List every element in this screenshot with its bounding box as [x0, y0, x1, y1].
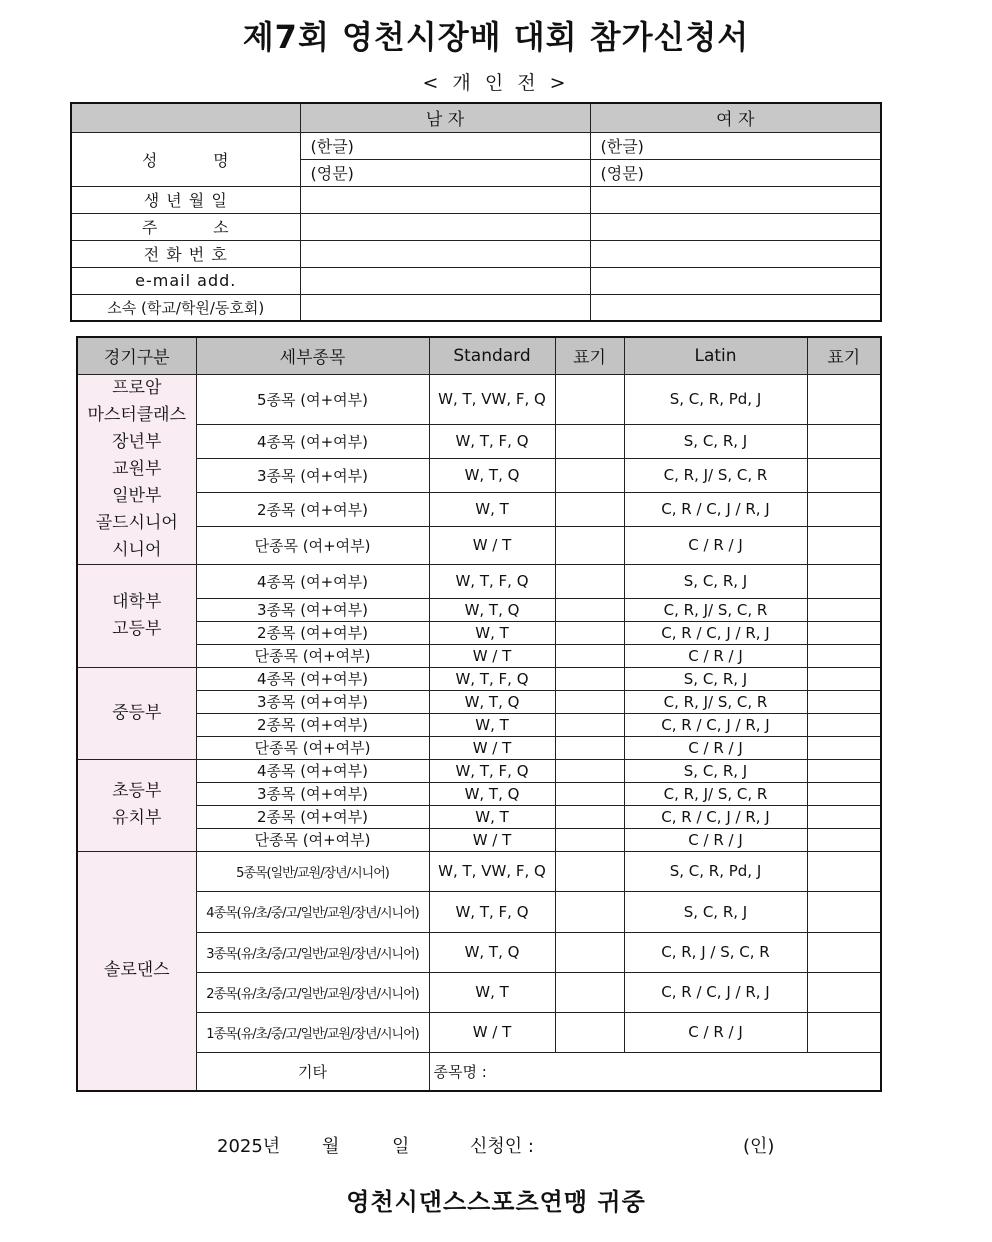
standard-dances: W, T, F, Q: [429, 759, 555, 782]
standard-mark-checkbox[interactable]: [555, 828, 624, 851]
latin-dances: S, C, R, J: [624, 759, 807, 782]
standard-mark-checkbox[interactable]: [555, 458, 624, 492]
info-header-male: 남 자: [300, 103, 590, 132]
event-name: 4종목 (여+여부): [196, 564, 429, 598]
name-label: 성 명: [71, 132, 300, 186]
standard-mark-checkbox[interactable]: [555, 713, 624, 736]
latin-mark-checkbox[interactable]: [807, 424, 881, 458]
latin-dances: C, R, J/ S, C, R: [624, 690, 807, 713]
standard-mark-checkbox[interactable]: [555, 526, 624, 564]
latin-dances: C, R, J/ S, C, R: [624, 458, 807, 492]
female-birthdate-field[interactable]: [590, 186, 881, 213]
standard-mark-checkbox[interactable]: [555, 598, 624, 621]
header-latin: Latin: [624, 337, 807, 374]
latin-mark-checkbox[interactable]: [807, 932, 881, 972]
standard-dances: W, T, Q: [429, 458, 555, 492]
standard-dances: W / T: [429, 644, 555, 667]
event-row: [77, 621, 881, 644]
standard-mark-checkbox[interactable]: [555, 805, 624, 828]
header-latin-mark: 표기: [807, 337, 881, 374]
standard-dances: W, T, F, Q: [429, 891, 555, 932]
event-name: 3종목 (여+여부): [196, 598, 429, 621]
event-name: 3종목 (여+여부): [196, 458, 429, 492]
event-name: 2종목 (여+여부): [196, 621, 429, 644]
info-header-female: 여 자: [590, 103, 881, 132]
event-row: [77, 972, 881, 1012]
email-label: e-mail add.: [71, 267, 300, 294]
event-row: [77, 851, 881, 891]
standard-dances: W, T, VW, F, Q: [429, 851, 555, 891]
latin-dances: C / R / J: [624, 736, 807, 759]
category-name: 초등부: [112, 781, 162, 801]
event-name: 단종목 (여+여부): [196, 828, 429, 851]
standard-dances: W / T: [429, 1012, 555, 1052]
latin-dances: C / R / J: [624, 526, 807, 564]
event-row: [77, 759, 881, 782]
affiliation-row: [71, 294, 881, 321]
document-subtitle: < 개 인 전 >: [422, 72, 570, 94]
standard-mark-checkbox[interactable]: [555, 1012, 624, 1052]
category-cell: [77, 667, 196, 759]
personal-info-table: [70, 102, 882, 322]
standard-dances: W, T, F, Q: [429, 564, 555, 598]
latin-dances: S, C, R, J: [624, 424, 807, 458]
event-name: 3종목 (여+여부): [196, 782, 429, 805]
info-header-blank: [71, 103, 300, 132]
category-name: 교원부: [112, 458, 162, 479]
event-name: 단종목 (여+여부): [196, 526, 429, 564]
latin-dances: S, C, R, J: [624, 564, 807, 598]
category-name: 장년부: [112, 431, 162, 452]
event-row: [77, 828, 881, 851]
latin-dances: C, R / C, J / R, J: [624, 972, 807, 1012]
standard-dances: W, T, VW, F, Q: [429, 374, 555, 424]
signature-day: 일: [392, 1136, 410, 1157]
male-korean-name-field[interactable]: (한글): [300, 132, 590, 159]
birthdate-label: 생 년 월 일: [71, 186, 300, 213]
standard-dances: W, T, Q: [429, 690, 555, 713]
latin-dances: C / R / J: [624, 828, 807, 851]
standard-dances: W, T, F, Q: [429, 667, 555, 690]
latin-mark-checkbox[interactable]: [807, 598, 881, 621]
standard-dances: W, T, Q: [429, 598, 555, 621]
event-row: [77, 932, 881, 972]
event-name: 2종목 (여+여부): [196, 713, 429, 736]
latin-mark-checkbox[interactable]: [807, 690, 881, 713]
latin-dances: C, R / C, J / R, J: [624, 621, 807, 644]
male-birthdate-field[interactable]: [300, 186, 590, 213]
latin-dances: S, C, R, J: [624, 667, 807, 690]
standard-mark-checkbox[interactable]: [555, 891, 624, 932]
standard-dances: W / T: [429, 828, 555, 851]
standard-mark-checkbox[interactable]: [555, 851, 624, 891]
name-korean-row: [71, 132, 881, 159]
latin-dances: C, R / C, J / R, J: [624, 492, 807, 526]
event-name: 1종목(유/초/중/고/일반/교원/장년/시니어): [196, 1012, 429, 1052]
latin-mark-checkbox[interactable]: [807, 851, 881, 891]
standard-dances: W, T: [429, 492, 555, 526]
standard-mark-checkbox[interactable]: [555, 759, 624, 782]
standard-dances: W, T, Q: [429, 782, 555, 805]
latin-mark-checkbox[interactable]: [807, 1012, 881, 1052]
latin-mark-checkbox[interactable]: [807, 458, 881, 492]
category-cell: [77, 759, 196, 851]
female-email-field[interactable]: [590, 267, 881, 294]
standard-mark-checkbox[interactable]: [555, 932, 624, 972]
affiliation-label: 소속 (학교/학원/동호회): [71, 294, 300, 321]
event-name: 3종목(유/초/중/고/일반/교원/장년/시니어): [196, 932, 429, 972]
standard-mark-checkbox[interactable]: [555, 644, 624, 667]
event-row: [77, 713, 881, 736]
standard-dances: W, T: [429, 713, 555, 736]
birthdate-row: [71, 186, 881, 213]
category-name: 대학부: [112, 591, 162, 612]
event-name: 4종목(유/초/중/고/일반/교원/장년/시니어): [196, 891, 429, 932]
event-row: [77, 667, 881, 690]
latin-mark-checkbox[interactable]: [807, 828, 881, 851]
phone-row: [71, 240, 881, 267]
latin-mark-checkbox[interactable]: [807, 972, 881, 1012]
male-email-field[interactable]: [300, 267, 590, 294]
latin-dances: C / R / J: [624, 1012, 807, 1052]
event-row: [77, 374, 881, 424]
latin-mark-checkbox[interactable]: [807, 526, 881, 564]
latin-mark-checkbox[interactable]: [807, 374, 881, 424]
signature-year: 2025년: [217, 1136, 281, 1157]
standard-mark-checkbox[interactable]: [555, 564, 624, 598]
header-category: 경기구분: [77, 337, 196, 374]
events-header-row: [77, 337, 881, 374]
event-row: [77, 644, 881, 667]
male-affiliation-field[interactable]: [300, 294, 590, 321]
latin-dances: C, R / C, J / R, J: [624, 805, 807, 828]
event-row: [77, 424, 881, 458]
event-name: 5종목(일반/교원/장년/시니어): [196, 851, 429, 891]
standard-mark-checkbox[interactable]: [555, 972, 624, 1012]
address-row: [71, 213, 881, 240]
female-korean-name-field[interactable]: (한글): [590, 132, 881, 159]
category-name: 마스터클래스: [87, 404, 187, 425]
events-table: [76, 336, 882, 1092]
event-name: 2종목 (여+여부): [196, 805, 429, 828]
standard-dances: W / T: [429, 736, 555, 759]
latin-mark-checkbox[interactable]: [807, 564, 881, 598]
event-name: 4종목 (여+여부): [196, 759, 429, 782]
standard-dances: W, T: [429, 621, 555, 644]
event-row: [77, 458, 881, 492]
etc-event-name-field[interactable]: 종목명 :: [429, 1052, 881, 1091]
event-name: 3종목 (여+여부): [196, 690, 429, 713]
latin-mark-checkbox[interactable]: [807, 492, 881, 526]
event-row: [77, 782, 881, 805]
latin-mark-checkbox[interactable]: [807, 713, 881, 736]
event-row: [77, 891, 881, 932]
email-row: [71, 267, 881, 294]
standard-dances: W / T: [429, 526, 555, 564]
latin-dances: C / R / J: [624, 644, 807, 667]
document-title: 제7회 영천시장배 대회 참가신청서: [242, 18, 750, 56]
latin-dances: S, C, R, Pd, J: [624, 851, 807, 891]
latin-dances: S, C, R, Pd, J: [624, 374, 807, 424]
event-name: 단종목 (여+여부): [196, 736, 429, 759]
male-phone-field[interactable]: [300, 240, 590, 267]
latin-mark-checkbox[interactable]: [807, 621, 881, 644]
female-english-name-field[interactable]: (영문): [590, 159, 881, 186]
event-name: 2종목(유/초/중/고/일반/교원/장년/시니어): [196, 972, 429, 1012]
standard-mark-checkbox[interactable]: [555, 621, 624, 644]
standard-dances: W, T, F, Q: [429, 424, 555, 458]
etc-row: [77, 1052, 881, 1091]
category-name: 골드시니어: [95, 512, 178, 533]
signature-seal: (인): [743, 1136, 775, 1157]
signature-applicant-label: 신청인 :: [470, 1136, 534, 1157]
event-row: [77, 690, 881, 713]
standard-mark-checkbox[interactable]: [555, 782, 624, 805]
phone-label: 전 화 번 호: [71, 240, 300, 267]
event-row: [77, 736, 881, 759]
latin-mark-checkbox[interactable]: [807, 667, 881, 690]
recipient-footer: 영천시댄스스포츠연맹 귀중: [346, 1188, 646, 1216]
latin-dances: C, R / C, J / R, J: [624, 713, 807, 736]
latin-mark-checkbox[interactable]: [807, 759, 881, 782]
standard-mark-checkbox[interactable]: [555, 736, 624, 759]
female-affiliation-field[interactable]: [590, 294, 881, 321]
category-name: 유치부: [112, 808, 162, 828]
event-row: [77, 598, 881, 621]
event-name: 2종목 (여+여부): [196, 492, 429, 526]
female-phone-field[interactable]: [590, 240, 881, 267]
latin-dances: C, R, J / S, C, R: [624, 932, 807, 972]
etc-label: 기타: [196, 1052, 429, 1091]
category-cell: [77, 564, 196, 667]
header-standard: Standard: [429, 337, 555, 374]
latin-mark-checkbox[interactable]: [807, 644, 881, 667]
event-row: [77, 805, 881, 828]
category-cell: [77, 374, 196, 564]
latin-dances: C, R, J/ S, C, R: [624, 782, 807, 805]
standard-mark-checkbox[interactable]: [555, 492, 624, 526]
category-name: 고등부: [112, 618, 162, 639]
category-name: 중등부: [112, 702, 162, 723]
address-label: 주 소: [71, 213, 300, 240]
event-row: [77, 564, 881, 598]
standard-dances: W, T: [429, 805, 555, 828]
latin-mark-checkbox[interactable]: [807, 782, 881, 805]
standard-mark-checkbox[interactable]: [555, 374, 624, 424]
event-name: 5종목 (여+여부): [196, 374, 429, 424]
category-name: 일반부: [112, 485, 162, 506]
standard-dances: W, T, Q: [429, 932, 555, 972]
latin-mark-checkbox[interactable]: [807, 736, 881, 759]
female-address-field[interactable]: [590, 213, 881, 240]
header-event: 세부종목: [196, 337, 429, 374]
header-standard-mark: 표기: [555, 337, 624, 374]
male-english-name-field[interactable]: (영문): [300, 159, 590, 186]
latin-mark-checkbox[interactable]: [807, 891, 881, 932]
standard-dances: W, T: [429, 972, 555, 1012]
category-name: 솔로댄스: [103, 960, 170, 981]
category-cell: [77, 851, 196, 1091]
standard-mark-checkbox[interactable]: [555, 424, 624, 458]
info-header-row: [71, 103, 881, 132]
latin-dances: S, C, R, J: [624, 891, 807, 932]
standard-mark-checkbox[interactable]: [555, 690, 624, 713]
latin-dances: C, R, J/ S, C, R: [624, 598, 807, 621]
category-name: 시니어: [112, 539, 162, 560]
male-address-field[interactable]: [300, 213, 590, 240]
event-row: [77, 492, 881, 526]
event-row: [77, 526, 881, 564]
event-name: 4종목 (여+여부): [196, 667, 429, 690]
category-name: 프로암: [112, 377, 162, 398]
signature-month: 월: [322, 1136, 340, 1157]
event-row: [77, 1012, 881, 1052]
standard-mark-checkbox[interactable]: [555, 667, 624, 690]
event-name: 단종목 (여+여부): [196, 644, 429, 667]
event-name: 4종목 (여+여부): [196, 424, 429, 458]
latin-mark-checkbox[interactable]: [807, 805, 881, 828]
